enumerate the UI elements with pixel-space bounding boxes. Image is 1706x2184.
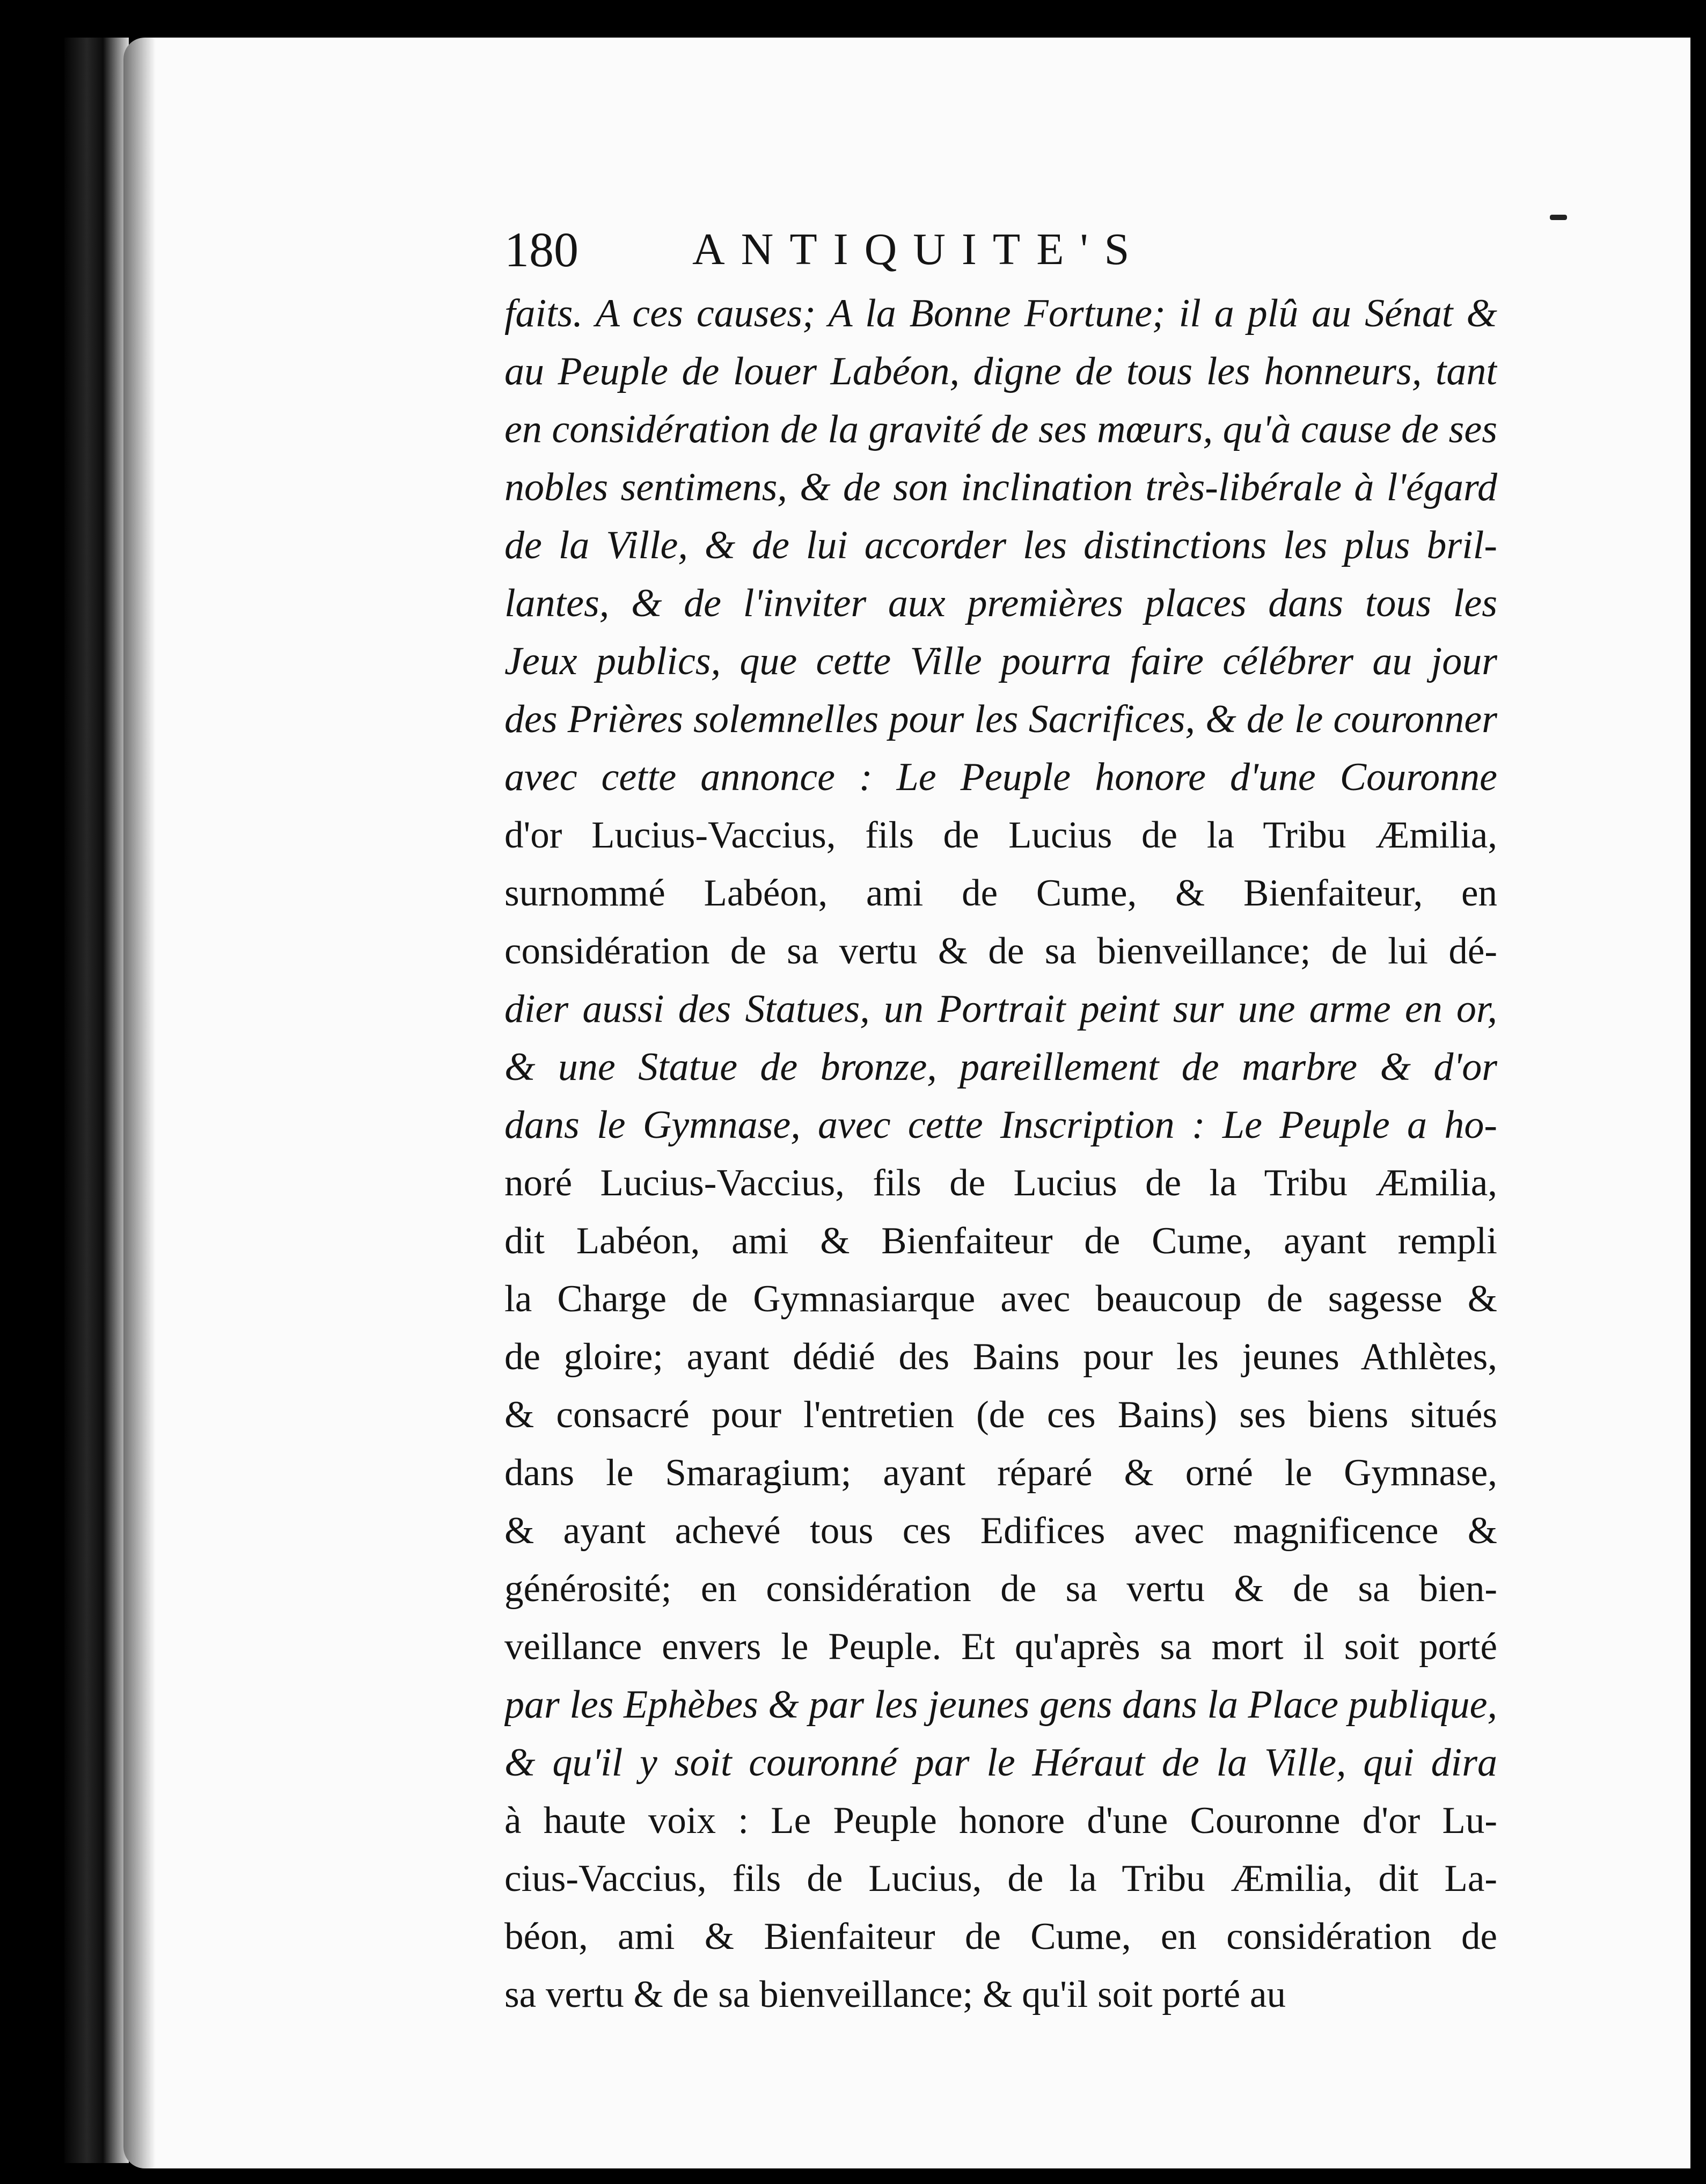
text-line: cius-Vaccius, fils de Lucius, de la Tribu Æmilia, dit La- bbox=[504, 1858, 1497, 1900]
text-line: dier aussi des Statues, un Portrait peint sur une arme en or, bbox=[504, 987, 1497, 1031]
book-spine-edge bbox=[64, 38, 129, 2163]
text-line: d'or Lucius-Vaccius, fils de Lucius de la Tribu Æmilia, bbox=[504, 814, 1497, 856]
text-line: dans le Gymnase, avec cette Inscription : Le Peuple a ho- bbox=[504, 1103, 1497, 1147]
text-line: & qu'il y soit couronné par le Héraut de la Ville, qui dira bbox=[504, 1741, 1497, 1785]
text-line: générosité; en considération de sa vertu & de sa bien- bbox=[504, 1568, 1497, 1610]
text-line: dans le Smaragium; ayant réparé & orné le Gymnase, bbox=[504, 1452, 1497, 1494]
text-line: au Peuple de louer Labéon, digne de tous les honneurs, tant bbox=[504, 349, 1497, 393]
text-line: lantes, & de l'inviter aux premières places dans tous les bbox=[504, 581, 1497, 625]
text-line: surnommé Labéon, ami de Cume, & Bienfaiteur, en bbox=[504, 872, 1497, 914]
text-line: Jeux publics, que cette Ville pourra faire célébrer au jour bbox=[504, 639, 1497, 683]
text-line: la Charge de Gymnasiarque avec beaucoup de sagesse & bbox=[504, 1278, 1497, 1320]
ink-speck bbox=[1550, 215, 1567, 220]
page-header bbox=[504, 215, 1438, 284]
gutter-shadow bbox=[123, 38, 156, 2168]
text-line: sa vertu & de sa bienveillance; & qu'il soit porté au bbox=[504, 1974, 1286, 2015]
text-line: de la Ville, & de lui accorder les distinctions les plus bril- bbox=[504, 523, 1497, 567]
text-line: noré Lucius-Vaccius, fils de Lucius de la Tribu Æmilia, bbox=[504, 1162, 1497, 1204]
text-line: des Prières solemnelles pour les Sacrifices, & de le couronner bbox=[504, 697, 1497, 741]
text-line: par les Ephèbes & par les jeunes gens dans la Place publique, bbox=[504, 1683, 1497, 1727]
text-line: & ayant achevé tous ces Edifices avec magnificence & bbox=[504, 1510, 1497, 1552]
text-line: dit Labéon, ami & Bienfaiteur de Cume, ayant rempli bbox=[504, 1220, 1497, 1262]
text-line: béon, ami & Bienfaiteur de Cume, en considération de bbox=[504, 1916, 1497, 1957]
text-line: avec cette annonce : Le Peuple honore d'une Couronne bbox=[504, 755, 1497, 799]
text-line: à haute voix : Le Peuple honore d'une Couronne d'or Lu- bbox=[504, 1800, 1497, 1842]
text-line: considération de sa vertu & de sa bienveillance; de lui dé- bbox=[504, 930, 1497, 972]
text-line: en considération de la gravité de ses mœurs, qu'à cause de ses bbox=[504, 407, 1497, 451]
text-line: veillance envers le Peuple. Et qu'après sa mort il soit porté bbox=[504, 1626, 1497, 1668]
text-line: & consacré pour l'entretien (de ces Bains) ses biens situés bbox=[504, 1394, 1497, 1436]
text-line: nobles sentimens, & de son inclination très-libérale à l'égard bbox=[504, 465, 1497, 509]
text-line: & une Statue de bronze, pareillement de marbre & d'or bbox=[504, 1045, 1497, 1089]
running-title: ANTIQUITE'S bbox=[692, 224, 1146, 274]
text-line: faits. A ces causes; A la Bonne Fortune; il a plû au Sénat & bbox=[504, 291, 1497, 335]
page-number: 180 bbox=[504, 222, 579, 277]
body-text bbox=[504, 284, 1497, 2024]
text-line: de gloire; ayant dédié des Bains pour les jeunes Athlètes, bbox=[504, 1336, 1497, 1378]
